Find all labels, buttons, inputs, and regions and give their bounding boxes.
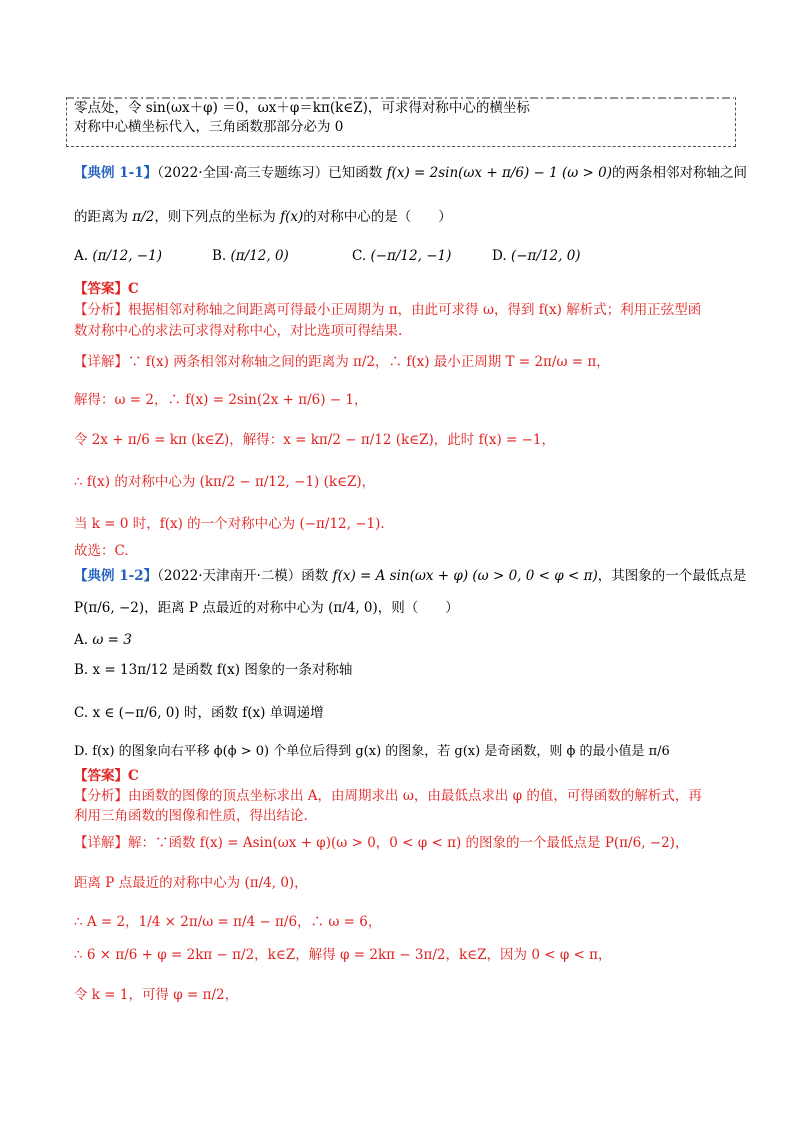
option-d-label: D.	[492, 248, 507, 264]
example-1-1-function: f(x) = 2sin(ωx + π/6) − 1 (ω > 0)	[386, 165, 613, 181]
option-a	[74, 246, 162, 266]
stem-text-c: 的对称中心的是（ ）	[303, 209, 452, 225]
option-b	[212, 246, 289, 266]
half-pi: π/2	[132, 209, 155, 225]
option-d-2-value: f(x) 的图象向右平移 ϕ(ϕ > 0) 个单位后得到 g(x) 的图象，若 g(x) 是奇函数，则 ϕ 的最小值是 π/6	[92, 744, 670, 759]
option-a-2-label: A.	[74, 632, 89, 648]
example-1-1-choose: 故选：C.	[74, 543, 129, 559]
example-1-2-detail-line2: 距离 P 点最近的对称中心为 (π/4, 0)，	[74, 875, 308, 891]
example-1-1-detail-line2: 解得：ω = 2，∴ f(x) = 2sin(2x + π/6) − 1，	[74, 392, 368, 408]
option-b-2-value: x = 13π/12 是函数 f(x) 图象的一条对称轴	[92, 662, 353, 678]
example-1-2-tag: 【典例 1-2】	[74, 568, 158, 584]
example-1-2-analysis-line1: 【分析】由函数的图像的顶点坐标求出 A，由周期求出 ω，由最低点求出 φ 的值，可得函数的解析式，再	[74, 788, 702, 804]
option-b-label: B.	[212, 248, 227, 264]
example-1-1-detail-line4: ∴ f(x) 的对称中心为 (kπ/2 − π/12, −1) (k∈Z)，	[74, 474, 376, 490]
option-b-2-label: B.	[74, 662, 89, 678]
example-1-2-detail-line5: 令 k = 1，可得 φ = π/2，	[74, 987, 239, 1003]
tip-line-2: 对称中心横坐标代入，三角函数那部分必为 0	[74, 119, 344, 135]
example-1-2-function: f(x) = A sin(ωx + φ) (ω > 0, 0 < φ < π)	[332, 568, 598, 584]
example-1-1-source: （2022·全国·高三专题练习）已知函数	[157, 165, 383, 181]
option-d-value: (−π/12, 0)	[510, 248, 581, 264]
example-1-2-stem-line2: P(π/6, −2)，距离 P 点最近的对称中心为 (π/4, 0)，则（ ）	[74, 600, 459, 616]
example-1-1-stem	[74, 163, 747, 183]
example-1-1-stem-tail: 的两条相邻对称轴之间	[612, 165, 748, 181]
option-c-2-label: C.	[74, 705, 89, 721]
example-1-2-answer: 【答案】C	[74, 768, 139, 784]
example-1-1-analysis-line1: 【分析】根据相邻对称轴之间距离可得最小正周期为 π，由此可求得 ω，得到 f(x) 解析式；利用正弦型函	[74, 302, 702, 318]
option-d-2	[74, 742, 670, 762]
example-1-1-detail-line1: 【详解】∵ f(x) 两条相邻对称轴之间的距离为 π/2，∴ f(x) 最小正周期 T = 2π/ω = π，	[74, 354, 610, 370]
example-1-2-stem	[74, 566, 746, 586]
option-b-2	[74, 660, 352, 680]
option-a-2	[74, 630, 132, 650]
example-1-1-analysis-line2: 数对称中心的求法可求得对称中心，对比选项可得结果.	[74, 323, 403, 339]
option-a-2-value: ω = 3	[92, 632, 132, 648]
example-1-2-detail-line4: ∴ 6 × π/6 + φ = 2kπ − π/2，k∈Z，解得 φ = 2kπ − 3π/2，k∈Z，因为 0 < φ < π，	[74, 947, 612, 963]
option-d	[492, 246, 581, 266]
option-c	[352, 246, 451, 266]
example-1-2-detail-line3: ∴ A = 2，1/4 × 2π/ω = π/4 − π/6，∴ ω = 6，	[74, 914, 382, 930]
stem-text-a: 的距离为	[74, 209, 128, 225]
example-1-2-stem-tail: ，其图象的一个最低点是	[597, 568, 747, 584]
option-c-2-value: x ∈ (−π/6, 0) 时，函数 f(x) 单调递增	[92, 705, 324, 721]
example-1-2-analysis-line2: 利用三角函数的图像和性质，得出结论.	[74, 808, 308, 824]
stem-text-b: ，则下列点的坐标为	[154, 209, 276, 225]
option-c-2	[74, 703, 324, 723]
example-1-2-detail-line1: 【详解】解：∵函数 f(x) = Asin(ωx + φ)(ω > 0，0 < φ < π) 的图象的一个最低点是 P(π/6, −2)，	[74, 835, 689, 851]
option-a-label: A.	[74, 248, 89, 264]
option-d-2-label: D.	[74, 744, 89, 759]
fx: f(x)	[280, 209, 304, 225]
option-c-value: (−π/12, −1)	[370, 248, 452, 264]
tip-line-1: 零点处，令 sin(ωx＋φ) ＝0，ωx＋φ＝kπ(k∈Z)，可求得对称中心的横坐标	[74, 100, 530, 116]
example-1-1-answer: 【答案】C	[74, 281, 139, 297]
example-1-1-tag: 【典例 1-1】	[74, 165, 158, 181]
option-c-label: C.	[352, 248, 367, 264]
example-1-2-source: （2022·天津南开·二模）函数	[157, 568, 329, 584]
option-a-value: (π/12, −1)	[92, 248, 162, 264]
example-1-1-detail-line5: 当 k = 0 时，f(x) 的一个对称中心为 (−π/12, −1).	[74, 516, 385, 532]
option-b-value: (π/12, 0)	[230, 248, 289, 264]
example-1-1-stem-line2	[74, 207, 452, 227]
example-1-1-detail-line3: 令 2x + π/6 = kπ (k∈Z)，解得：x = kπ/2 − π/12 (k∈Z)，此时 f(x) = −1，	[74, 432, 556, 448]
